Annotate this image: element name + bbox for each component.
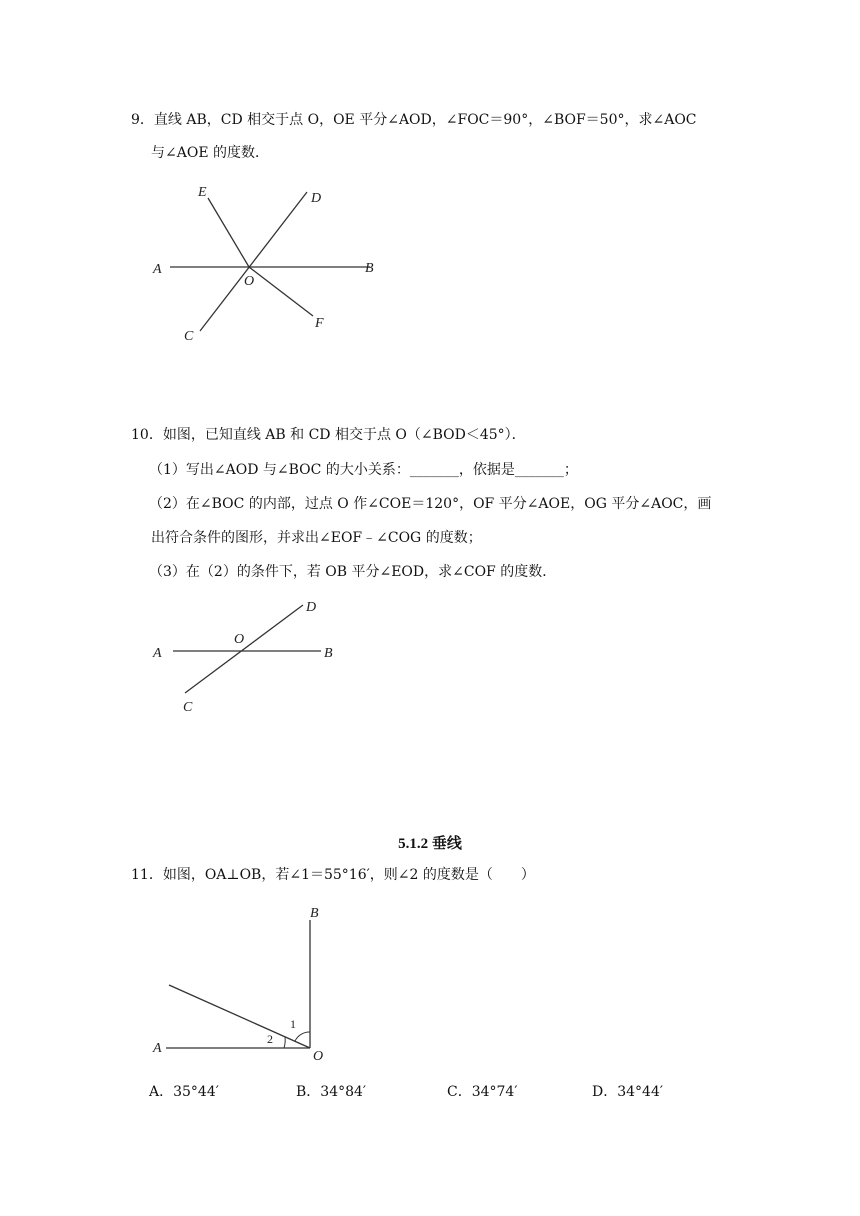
q10-figure [140, 595, 360, 724]
q11-stem: 11．如图，OA⊥OB，若∠1＝55°16′，则∠2 的度数是（ ） [131, 867, 535, 883]
q11-angle-1-label: 1 [290, 1017, 296, 1031]
q11-label-a: A [153, 1041, 162, 1056]
q9-label-d: D [311, 191, 322, 206]
q10-part3: （3）在（2）的条件下，若 OB 平分∠EOD，求∠COF 的度数． [149, 564, 557, 580]
q10-label-c: C [183, 700, 193, 715]
q10-part1: （1）写出∠AOD 与∠BOC 的大小关系：_______，依据是_______； [149, 462, 578, 478]
q10-part2-line1: （2）在∠BOC 的内部，过点 O 作∠COE＝120°，OF 平分∠AOE，OG 平分∠AOC，画 [149, 496, 712, 512]
q10-label-o: O [234, 632, 245, 647]
q9-label-b: B [365, 261, 374, 276]
q9-label-o: O [244, 274, 255, 289]
q11-label-o: O [313, 1049, 324, 1064]
q9-label-f: F [315, 316, 324, 331]
q9-label-c: C [184, 329, 194, 344]
q11-option-d[interactable]: D．34°44′ [592, 1084, 664, 1100]
q9-label-a: A [153, 262, 162, 277]
q10-label-a: A [153, 646, 162, 661]
q11-option-b[interactable]: B．34°84′ [296, 1084, 367, 1100]
q10-stem: 10．如图，已知直线 AB 和 CD 相交于点 O（∠BOD＜45°）． [131, 427, 526, 443]
q11-option-a[interactable]: A．35°44′ [149, 1084, 219, 1100]
q11-option-c[interactable]: C．34°74′ [447, 1084, 518, 1100]
q10-label-b: B [324, 646, 333, 661]
q11-angle-2-label: 2 [267, 1032, 273, 1046]
q10-part2-line2: 出符合条件的图形，并求出∠EOF﹣∠COG 的度数； [151, 530, 482, 546]
q9-figure [140, 178, 400, 357]
q10-label-d: D [306, 600, 317, 615]
q11-figure [140, 900, 340, 1069]
q11-label-b: B [310, 906, 319, 921]
q9-stem-line1: 9．直线 AB，CD 相交于点 O，OE 平分∠AOD，∠FOC＝90°，∠BOF＝50°，求∠AOC [131, 112, 697, 128]
q9-label-e: E [198, 185, 207, 200]
q9-stem-line2: 与∠AOE 的度数． [151, 145, 269, 161]
section-title: 5.1.2 垂线 [398, 836, 462, 852]
